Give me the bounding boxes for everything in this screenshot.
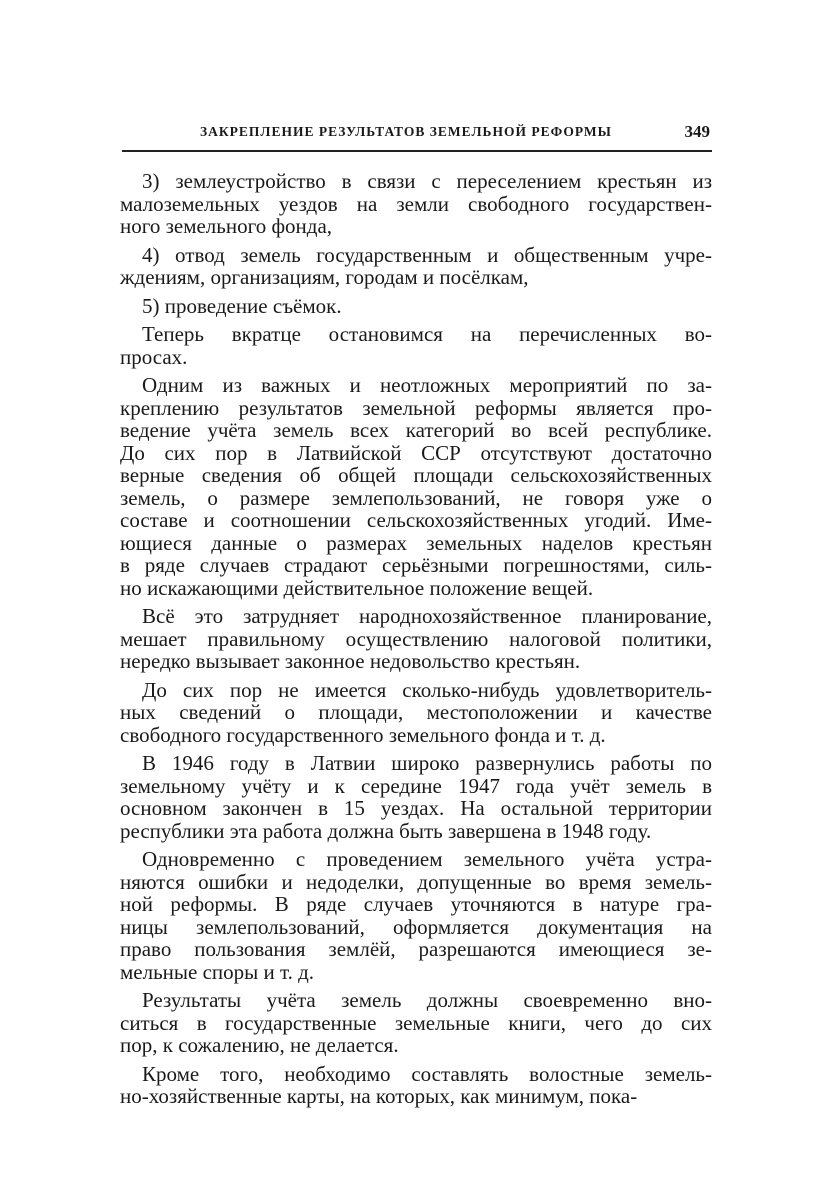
text-line: ющиеся данные о размерах земельных наделов крестьян <box>120 530 712 555</box>
text-line: земель, о размере землепользований, не говоря уже о <box>120 485 712 510</box>
text-line: мешает правильному осуществлению налоговой политики, <box>120 626 712 651</box>
text-line: Всё это затрудняет народнохозяйственное планирование, <box>142 604 712 628</box>
paragraph <box>120 989 712 1057</box>
text-line: ницы землепользований, оформляется документация на <box>120 914 712 939</box>
text-line: Одновременно с проведением земельного учёта устра- <box>142 847 712 871</box>
paragraph <box>120 374 712 599</box>
text-line: право пользования землёй, разрешаются имеющиеся зе- <box>120 937 712 961</box>
text-line: основном закончен в 15 уездах. На остальной территории <box>120 796 712 820</box>
text-line: свободного государственного земельного фонда и т. д. <box>120 722 606 747</box>
paragraph <box>120 1063 712 1108</box>
text-line: ведение учёта земель всех категорий во всей республике. <box>120 418 712 442</box>
text-line: В 1946 году в Латвии широко развернулись работы по <box>142 751 712 775</box>
text-line: ного земельного фонда, <box>120 214 333 238</box>
page-number: 349 <box>684 122 710 141</box>
paragraph <box>120 170 712 238</box>
text-line: но-хозяйственные карты, на которых, как минимум, пока- <box>120 1084 638 1108</box>
text-line: малоземельных уездов на земли свободного государствен- <box>120 191 712 216</box>
text-line: составе и соотношении сельскохозяйственных угодий. Име- <box>120 508 712 532</box>
paragraph <box>120 679 712 747</box>
text-line: креплению результатов земельной реформы является про- <box>120 395 712 420</box>
body-text <box>120 170 712 1114</box>
text-line: няются ошибки и недоделки, допущенные во время земель- <box>120 869 712 894</box>
page-header <box>122 120 712 152</box>
text-line: просах. <box>120 344 188 369</box>
text-line: Результаты учёта земель должны своевременно вно- <box>142 988 712 1012</box>
text-line: мельные споры и т. д. <box>120 959 315 984</box>
text-line: ных сведений о площади, местоположении и качестве <box>120 700 712 724</box>
paragraph <box>120 295 712 318</box>
paragraph <box>120 605 712 673</box>
paragraph <box>120 848 712 983</box>
text-line: 5) проведение съёмок. <box>142 293 342 318</box>
text-line: 4) отвод земель государственным и общественным учре- <box>142 242 712 267</box>
running-head: ЗАКРЕПЛЕНИЕ РЕЗУЛЬТАТОВ ЗЕМЕЛЬНОЙ РЕФОРМЫ <box>200 124 612 139</box>
text-line: ждениям, организациям, городам и посёлкам, <box>120 265 529 289</box>
text-line: пор, к сожалению, не делается. <box>120 1033 399 1057</box>
text-line: нередко вызывает законное недовольство крестьян. <box>120 649 581 673</box>
text-line: Теперь вкратце остановимся на перечисленных во- <box>142 322 712 346</box>
text-line: 3) землеустройство в связи с переселением крестьян из <box>142 169 712 193</box>
text-line: До сих пор в Латвийской ССР отсутствуют достаточно <box>120 440 712 465</box>
text-line: ной реформы. В ряде случаев уточняются в натуре гра- <box>120 892 712 916</box>
text-line: но искажающими действительное положение вещей. <box>120 575 594 600</box>
text-line: ситься в государственные земельные книги, чего до сих <box>120 1010 712 1035</box>
paragraph <box>120 323 712 368</box>
text-line: До сих пор не имеется сколько-нибудь удовлетворитель- <box>142 677 712 702</box>
text-line: верные сведения об общей площади сельскохозяйственных <box>120 463 712 487</box>
text-line: республики эта работа должна быть завершена в 1948 году. <box>120 818 652 843</box>
text-line: земельному учёту и к середине 1947 года учёт земель в <box>120 773 712 798</box>
paragraph <box>120 244 712 289</box>
text-line: Кроме того, необходимо составлять волостные земель- <box>142 1061 712 1086</box>
paragraph <box>120 752 712 842</box>
text-line: в ряде случаев страдают серьёзными погрешностями, силь- <box>120 553 712 577</box>
text-line: Одним из важных и неотложных мероприятий по за- <box>142 373 712 397</box>
